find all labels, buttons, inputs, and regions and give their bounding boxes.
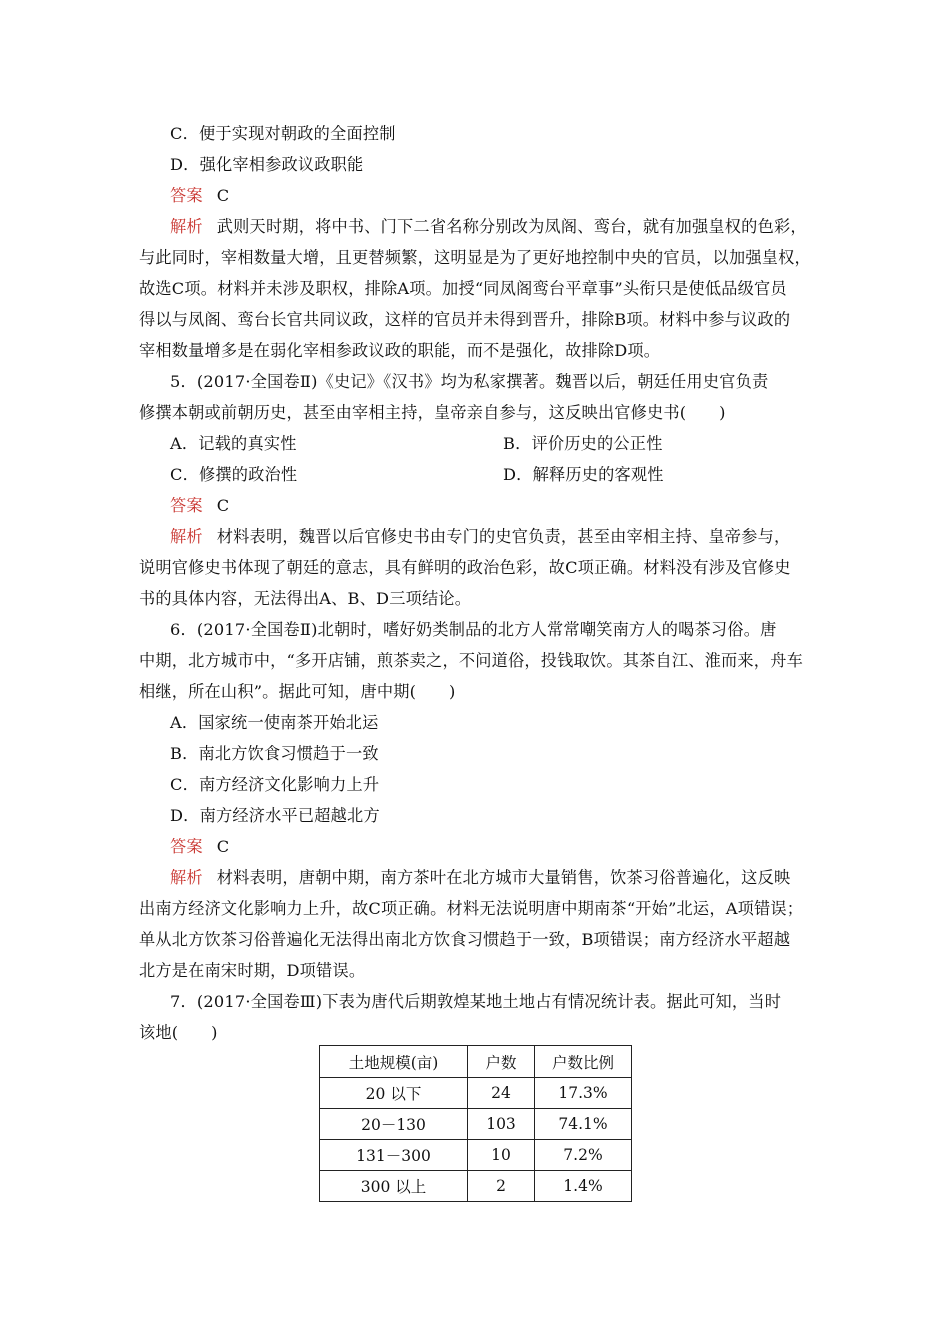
q4-analysis-line <box>170 217 820 237</box>
table-cell: 10 <box>468 1140 535 1171</box>
answer-label: 答案 <box>170 496 203 515</box>
q4-analysis-line: 与此同时，宰相数量大增，且更替频繁，这明显是为了更好地控制中央的官员，以加强皇权， <box>139 248 811 267</box>
analysis-label: 解析 <box>170 217 203 236</box>
q4-option-c: C．便于实现对朝政的全面控制 <box>170 124 396 143</box>
q6-option-b: B．南北方饮食习惯趋于一致 <box>170 744 379 763</box>
table-header-cell: 户数比例 <box>535 1046 632 1078</box>
q4-analysis-line: 得以与凤阁、鸾台长官共同议政，这样的官员并未得到晋升，排除B项。材料中参与议政的 <box>139 310 791 329</box>
table-cell: 1.4% <box>535 1171 632 1202</box>
analysis-text: 材料表明，魏晋以后官修史书由专门的史官负责，甚至由宰相主持、皇帝参与， <box>216 527 791 546</box>
table-cell: 2 <box>468 1171 535 1202</box>
q5-options-row <box>170 465 850 485</box>
table-row <box>320 1140 632 1171</box>
q4-option-d: D．强化宰相参政议政职能 <box>170 155 364 174</box>
q6-analysis-line: 北方是在南宋时期，D项错误。 <box>139 961 366 980</box>
analysis-text: 武则天时期，将中书、门下二省名称分别改为凤阁、鸾台，就有加强皇权的色彩， <box>216 217 807 236</box>
answer-value: C <box>216 837 230 856</box>
answer-label: 答案 <box>170 837 203 856</box>
land-ownership-table <box>319 1045 632 1202</box>
q5-option-c: C．修撰的政治性 <box>170 465 298 484</box>
q5-stem-line: 修撰本朝或前朝历史，甚至由宰相主持，皇帝亲自参与，这反映出官修史书( ) <box>139 403 726 422</box>
table-header-row <box>320 1046 632 1078</box>
q5-option-a: A．记载的真实性 <box>170 434 297 453</box>
q6-option-c: C．南方经济文化影响力上升 <box>170 775 380 794</box>
answer-value: C <box>216 496 230 515</box>
q6-option-a: A．国家统一使南茶开始北运 <box>170 713 379 732</box>
q6-analysis-line: 出南方经济文化影响力上升，故C项正确。材料无法说明唐中期南茶“开始”北运，A项错误； <box>139 899 804 918</box>
table-cell: 300 以上 <box>320 1171 468 1202</box>
q6-stem-line: 6．(2017·全国卷Ⅱ)北朝时，嗜好奶类制品的北方人常常嘲笑南方人的喝茶习俗。唐 <box>170 620 777 639</box>
table-cell: 7.2% <box>535 1140 632 1171</box>
table-cell: 103 <box>468 1109 535 1140</box>
table-cell: 74.1% <box>535 1109 632 1140</box>
q5-stem-line: 5．(2017·全国卷Ⅱ)《史记》《汉书》均为私家撰著。魏晋以后，朝廷任用史官负责 <box>170 372 769 391</box>
q5-options-row <box>170 434 850 454</box>
q4-analysis-line: 故选C项。材料并未涉及职权，排除A项。加授“同凤阁鸾台平章事”头衔只是使低品级官员 <box>139 279 787 298</box>
table-header-cell: 户数 <box>468 1046 535 1078</box>
q4-answer <box>170 186 850 206</box>
analysis-text: 材料表明，唐朝中期，南方茶叶在北方城市大量销售，饮茶习俗普遍化，这反映 <box>216 868 791 887</box>
table-cell: 20－130 <box>320 1109 468 1140</box>
table-cell: 20 以下 <box>320 1078 468 1109</box>
q5-option-b: B．评价历史的公正性 <box>503 434 663 453</box>
q6-analysis-line <box>170 868 850 888</box>
q6-stem-line: 相继，所在山积”。据此可知，唐中期( ) <box>139 682 456 701</box>
answer-label: 答案 <box>170 186 203 205</box>
q5-analysis-line: 说明官修史书体现了朝廷的意志，具有鲜明的政治色彩，故C项正确。材料没有涉及官修史 <box>139 558 791 577</box>
table-cell: 131－300 <box>320 1140 468 1171</box>
q5-analysis-line <box>170 527 850 547</box>
table-row <box>320 1171 632 1202</box>
table-row <box>320 1109 632 1140</box>
analysis-label: 解析 <box>170 527 203 546</box>
analysis-label: 解析 <box>170 868 203 887</box>
q6-answer <box>170 837 850 857</box>
q6-stem-line: 中期，北方城市中，“多开店铺，煎茶卖之，不问道俗，投钱取饮。其茶自江、淮而来，舟车 <box>139 651 803 670</box>
answer-value: C <box>216 186 230 205</box>
q5-answer <box>170 496 850 516</box>
table-cell: 17.3% <box>535 1078 632 1109</box>
table-cell: 24 <box>468 1078 535 1109</box>
q5-option-d: D．解释历史的客观性 <box>503 465 664 484</box>
q6-analysis-line: 单从北方饮茶习俗普遍化无法得出南北方饮食习惯趋于一致，B项错误；南方经济水平超越 <box>139 930 791 949</box>
q7-stem-line: 该地( ) <box>139 1023 218 1042</box>
table-row <box>320 1078 632 1109</box>
q4-analysis-line: 宰相数量增多是在弱化宰相参政议政的职能，而不是强化，故排除D项。 <box>139 341 661 360</box>
q6-option-d: D．南方经济水平已超越北方 <box>170 806 380 825</box>
q7-stem-line: 7．(2017·全国卷Ⅲ)下表为唐代后期敦煌某地土地占有情况统计表。据此可知，当时 <box>170 992 782 1011</box>
q5-analysis-line: 书的具体内容，无法得出A、B、D三项结论。 <box>139 589 472 608</box>
table-header-cell: 土地规模(亩) <box>320 1046 468 1078</box>
